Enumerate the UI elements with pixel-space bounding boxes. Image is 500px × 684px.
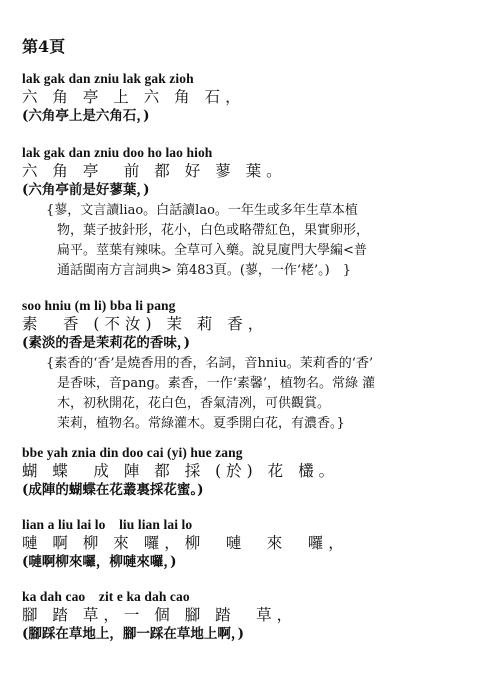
note-line: 茉莉，植物名。常綠灌木。夏季開白花，有濃香。} — [57, 416, 345, 431]
stanza-4 — [22, 444, 484, 500]
romanization-line: lian a liu lai lo liu lian lai lo — [22, 517, 193, 532]
romanization-line: ka dah cao zit e ka dah cao — [22, 589, 190, 604]
romanization-line: lak gak dan zniu lak gak zioh — [22, 71, 194, 86]
hanzi-line: 嗹 啊 柳 來 囉，柳 嗹 來 囉， — [22, 534, 349, 552]
stanza-3 — [22, 297, 484, 434]
stanza-5 — [22, 516, 484, 572]
note-line: 通話閩南方言詞典> 第483頁。(蓼，一作‘栳’。) } — [57, 263, 352, 278]
note-line: {蓼，文言讀liao。白話讀lao。一年生或多年生草本植 — [46, 203, 358, 218]
hanzi-line: 蝴 蝶 成 陣 都 採 (於) 花 欉。 — [22, 462, 340, 480]
hanzi-line: 腳 踏 草，一 個 腳 踏 草， — [22, 606, 298, 624]
hanzi-line: 六 角 亭 前 都 好 蓼 葉。 — [22, 162, 287, 180]
translation-line: (六角亭上是六角石，) — [22, 108, 150, 124]
note-line: 是香味，音pang。素香，一作‘素馨’，植物名。常綠 灌 — [57, 376, 376, 391]
annotation-note — [46, 201, 476, 281]
stanza-6 — [22, 588, 484, 644]
annotation-note — [46, 354, 476, 434]
translation-line: (六角亭前是好蓼葉，) — [22, 182, 150, 198]
translation-line: (嗹啊柳來囉，柳嗹來囉，) — [22, 554, 177, 570]
stanza-1 — [22, 70, 484, 126]
hanzi-line: 素 香 (不汝) 茉 莉 香， — [22, 315, 269, 333]
romanization-line: soo hniu (m li) bba li pang — [22, 298, 176, 313]
note-line: 扁平。莖葉有辣味。全草可入藥。說見廈門大學編<普 — [57, 243, 367, 258]
note-line: 木，初秋開花，花白色，香氣清冽，可供觀賞。 — [57, 396, 331, 411]
romanization-line: bbe yah znia din doo cai (yi) hue zang — [22, 445, 243, 460]
translation-line: (素淡的香是茉莉花的香味，) — [22, 335, 191, 351]
note-line: {素香的‘香’是燒香用的香，名詞，音hniu。茉莉香的‘香’ — [46, 356, 374, 371]
translation-line: (腳踩在草地上，腳一踩在草地上啊，) — [22, 626, 245, 642]
translation-line: (成陣的蝴蝶在花叢裏採花蜜。) — [22, 482, 204, 498]
stanza-2 — [22, 144, 484, 281]
hanzi-line: 六 角 亭 上 六 角 石， — [22, 88, 246, 106]
romanization-line: lak gak dan zniu doo ho lao hioh — [22, 145, 213, 160]
page-number-heading: 第4頁 — [22, 37, 66, 56]
note-line: 物，葉子披針形，花小，白色或略帶紅色，果實卵形， — [57, 223, 370, 238]
